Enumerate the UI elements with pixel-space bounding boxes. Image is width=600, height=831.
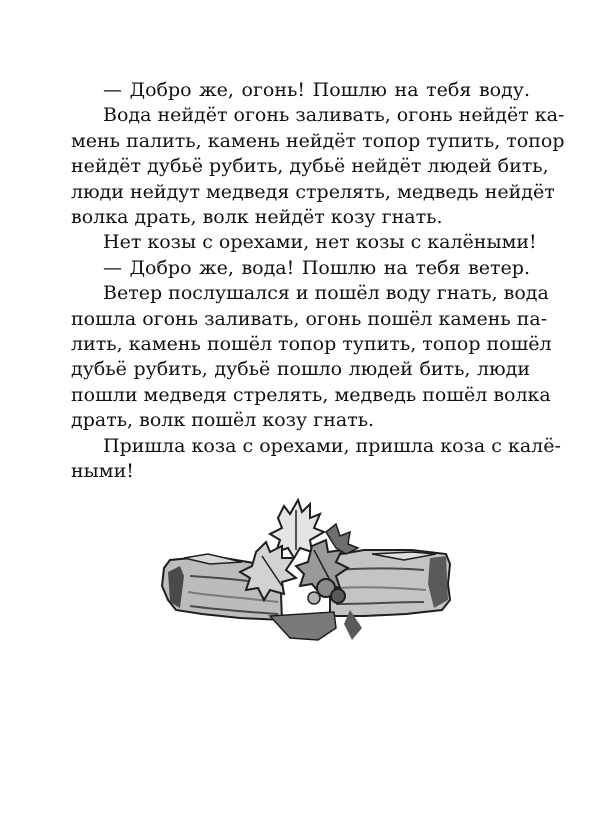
text-line: нейдёт дубьё рубить, дубьё нейдёт людей бить, xyxy=(71,155,549,178)
text-line: — Добро же, вода! Пошлю на тебя ветер. xyxy=(103,256,530,279)
text-line: мень палить, камень нейдёт топор тупить, топор xyxy=(71,129,565,152)
text-line: ными! xyxy=(71,460,134,483)
story-text xyxy=(71,78,565,485)
text-line: волка драть, волк нейдёт козу гнать. xyxy=(71,206,443,229)
text-line: Пришла коза с орехами, пришла коза с калё- xyxy=(103,434,561,457)
text-line: Ветер послушался и пошёл воду гнать, вода xyxy=(103,282,549,305)
text-line: лить, камень пошёл топор тупить, топор пошёл xyxy=(71,333,552,356)
text-line: пошли медведя стрелять, медведь пошёл волка xyxy=(71,383,551,406)
text-line: — Добро же, огонь! Пошлю на тебя воду. xyxy=(103,79,530,101)
text-line: Нет козы с орехами, нет козы с калёными! xyxy=(103,231,537,254)
text-line: дубьё рубить, дубьё пошло людей бить, люди xyxy=(71,358,530,381)
text-line: драть, волк пошёл козу гнать. xyxy=(71,409,375,432)
text-line: люди нейдут медведя стрелять, медведь нейдёт xyxy=(71,180,555,203)
text-line: пошла огонь заливать, огонь пошёл камень па- xyxy=(71,307,548,330)
log-with-holly-leaves-icon xyxy=(150,492,460,652)
text-line: Вода нейдёт огонь заливать, огонь нейдёт ка- xyxy=(103,104,565,127)
